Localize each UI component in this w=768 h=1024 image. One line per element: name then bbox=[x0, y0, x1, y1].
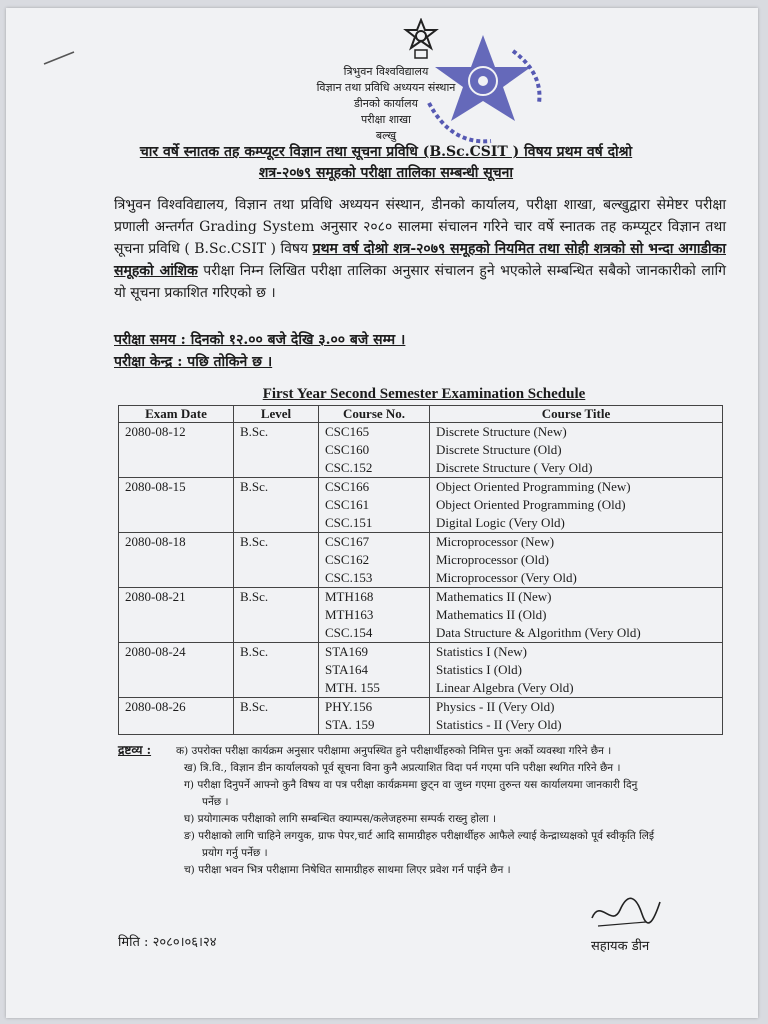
level-cell: B.Sc. bbox=[234, 423, 319, 478]
course-no: CSC.151 bbox=[325, 515, 373, 530]
exam-center: परीक्षा केन्द्र : पछि तोकिने छ । bbox=[114, 354, 273, 370]
course-title-cell bbox=[430, 643, 723, 698]
letterhead-line: विज्ञान तथा प्रविधि अध्ययन संस्थान bbox=[316, 81, 456, 94]
letterhead-line: परीक्षा शाखा bbox=[360, 113, 411, 126]
course-title: Microprocessor (Very Old) bbox=[436, 570, 577, 585]
note-item: क) उपरोक्त परीक्षा कार्यक्रम अनुसार परीक्षामा अनुपस्थित हुने परीक्षार्थीहरुको निमित्त पुनः अर्को व्यवस्था गरिने छैन । bbox=[176, 745, 612, 757]
course-no: CSC.152 bbox=[325, 460, 373, 475]
course-no: MTH168 bbox=[325, 589, 374, 604]
course-no-cell bbox=[319, 533, 430, 588]
note-item: ख) त्रि.वि., विज्ञान डीन कार्यालयको पूर्व सूचना विना कुनै अप्रत्याशित विदा पर्न गएमा पनि परीक्षा स्थगित गरिने छैन । bbox=[184, 762, 621, 774]
exam-date-cell: 2080-08-26 bbox=[119, 698, 234, 735]
body-text-bold: प्रथम वर्ष दोश्रो शत्र-२०७९ समूहको नियमित तथा सोही शत्रको सो भन्दा अगाडीका समूहको आंशिक bbox=[114, 241, 726, 279]
notice-title-line1: चार वर्षे स्नातक तह कम्प्यूटर विज्ञान तथा सूचना प्रविधि (B.Sc.CSIT ) विषय प्रथम वर्ष दोश्रो bbox=[139, 144, 633, 160]
course-no: STA. 159 bbox=[325, 717, 375, 732]
course-title: Digital Logic (Very Old) bbox=[436, 515, 565, 530]
course-title-cell bbox=[430, 698, 723, 735]
course-no: MTH. 155 bbox=[325, 680, 380, 695]
notice-date: मिति : २०८०।०६।२४ bbox=[118, 935, 217, 950]
exam-date-cell: 2080-08-21 bbox=[119, 588, 234, 643]
course-title: Statistics I (Old) bbox=[436, 662, 522, 677]
schedule-table bbox=[118, 405, 723, 735]
table-row bbox=[119, 588, 723, 643]
letterhead-line: बल्खु bbox=[375, 129, 397, 142]
exam-date-cell: 2080-08-18 bbox=[119, 533, 234, 588]
course-no: CSC165 bbox=[325, 424, 370, 439]
course-title: Discrete Structure (New) bbox=[436, 424, 567, 439]
note-item: च) परीक्षा भवन भित्र परीक्षामा निषेधित सामाग्रीहरु साथमा लिएर प्रवेश गर्न पाईने छैन । bbox=[184, 864, 511, 876]
course-title: Discrete Structure (Old) bbox=[436, 442, 562, 457]
course-no: STA169 bbox=[325, 644, 369, 659]
course-no: CSC.153 bbox=[325, 570, 373, 585]
course-title: Mathematics II (New) bbox=[436, 589, 552, 604]
notice-title-line2: शत्र-२०७९ समूहको परीक्षा तालिका सम्बन्धी सूचना bbox=[258, 165, 514, 181]
course-no: CSC162 bbox=[325, 552, 370, 567]
header-exam-date: Exam Date bbox=[119, 406, 234, 423]
course-title: Statistics - II (Very Old) bbox=[436, 717, 562, 732]
course-title: Microprocessor (New) bbox=[436, 534, 555, 549]
signatory-title: सहायक डीन bbox=[591, 939, 650, 954]
course-no: CSC160 bbox=[325, 442, 370, 457]
course-no-cell bbox=[319, 588, 430, 643]
schedule-title: First Year Second Semester Examination Schedule bbox=[262, 386, 586, 402]
note-item: ग) परीक्षा दिनुपर्ने आफ्नो कुनै विषय वा पत्र परीक्षा कार्यक्रममा छुट्न वा जुध्न गएमा तुरुन्त यस कार्यालयमा जानकारी दिनु bbox=[184, 779, 638, 791]
level-cell: B.Sc. bbox=[234, 698, 319, 735]
course-no-cell bbox=[319, 478, 430, 533]
letterhead-line: त्रिभुवन विश्वविद्यालय bbox=[343, 65, 429, 78]
course-title: Object Oriented Programming (New) bbox=[436, 479, 631, 494]
course-no: CSC.154 bbox=[325, 625, 373, 640]
signature-icon bbox=[586, 888, 666, 936]
course-title-cell bbox=[430, 478, 723, 533]
course-title-cell bbox=[430, 533, 723, 588]
notice-title bbox=[106, 142, 666, 184]
table-row bbox=[119, 533, 723, 588]
letterhead-line: डीनको कार्यालय bbox=[354, 97, 418, 110]
table-header-row bbox=[119, 406, 723, 423]
course-title: Mathematics II (Old) bbox=[436, 607, 547, 622]
course-title: Physics - II (Very Old) bbox=[436, 699, 555, 714]
course-no: CSC166 bbox=[325, 479, 370, 494]
course-title: Data Structure & Algorithm (Very Old) bbox=[436, 625, 641, 640]
table-row bbox=[119, 478, 723, 533]
course-title: Microprocessor (Old) bbox=[436, 552, 549, 567]
pen-mark bbox=[42, 50, 76, 66]
notes-lead: द्रष्टव्य : bbox=[118, 743, 152, 757]
header-course-title: Course Title bbox=[430, 406, 723, 423]
level-cell: B.Sc. bbox=[234, 533, 319, 588]
table-row bbox=[119, 643, 723, 698]
note-item: घ) प्रयोगात्मक परीक्षाको लागि सम्बन्धित क्याम्पस/कलेजहरुमा सम्पर्क राख्नु होला । bbox=[184, 813, 496, 825]
course-no: PHY.156 bbox=[325, 699, 373, 714]
course-no-cell bbox=[319, 698, 430, 735]
course-no: STA164 bbox=[325, 662, 369, 677]
course-no: CSC167 bbox=[325, 534, 370, 549]
course-title: Discrete Structure ( Very Old) bbox=[436, 460, 593, 475]
notice-body bbox=[114, 194, 726, 304]
letterhead bbox=[266, 64, 506, 144]
header-level: Level bbox=[234, 406, 319, 423]
note-item: ङ) परीक्षाको लागि चाहिने लगयुक, ग्राफ पेपर,चार्ट आदि सामाग्रीहरु परीक्षार्थीहरु आफैले ल्याई केन्द्राध्यक्षको पूर्व स्वीकृति लिई bbox=[184, 830, 655, 842]
course-no-cell bbox=[319, 643, 430, 698]
note-item: पर्नेछ । bbox=[202, 796, 229, 808]
exam-date-cell: 2080-08-15 bbox=[119, 478, 234, 533]
body-text-part2: परीक्षा निम्न लिखित परीक्षा तालिका अनुसार संचालन हुने भएकोले सम्बन्धित सबैको जानकारीको लागि यो सूचना प्रकाशित गरिएको छ । bbox=[114, 263, 726, 301]
level-cell: B.Sc. bbox=[234, 588, 319, 643]
exam-date-cell: 2080-08-24 bbox=[119, 643, 234, 698]
body-text-part1: त्रिभुवन विश्वविद्यालय, विज्ञान तथा प्रविधि अध्ययन संस्थान, डीनको कार्यालय, परीक्षा शाखा, बल्खुद्वारा सेमेष्टर परीक्षा प्रणाली अन्तर्गत Grading System अनुसार २०८० सालमा संचालन गरिने चार वर्षे स्नातक तह कम्प्यूटर विज्ञान तथा सूचना प्रविधि ( B.Sc.CSIT ) विषय bbox=[114, 197, 726, 257]
course-title: Linear Algebra (Very Old) bbox=[436, 680, 574, 695]
exam-date-cell: 2080-08-12 bbox=[119, 423, 234, 478]
course-no: CSC161 bbox=[325, 497, 370, 512]
course-title-cell bbox=[430, 423, 723, 478]
note-item: प्रयोग गर्नु पर्नेछ । bbox=[202, 847, 268, 859]
notice-document bbox=[6, 8, 758, 1018]
course-no: MTH163 bbox=[325, 607, 374, 622]
header-course-no: Course No. bbox=[319, 406, 430, 423]
table-row bbox=[119, 423, 723, 478]
level-cell: B.Sc. bbox=[234, 478, 319, 533]
level-cell: B.Sc. bbox=[234, 643, 319, 698]
course-title-cell bbox=[430, 588, 723, 643]
exam-time: परीक्षा समय : दिनको १२.०० बजे देखि ३.०० बजे सम्म । bbox=[114, 332, 406, 348]
course-title: Statistics I (New) bbox=[436, 644, 527, 659]
course-no-cell bbox=[319, 423, 430, 478]
table-row bbox=[119, 698, 723, 735]
course-title: Object Oriented Programming (Old) bbox=[436, 497, 626, 512]
